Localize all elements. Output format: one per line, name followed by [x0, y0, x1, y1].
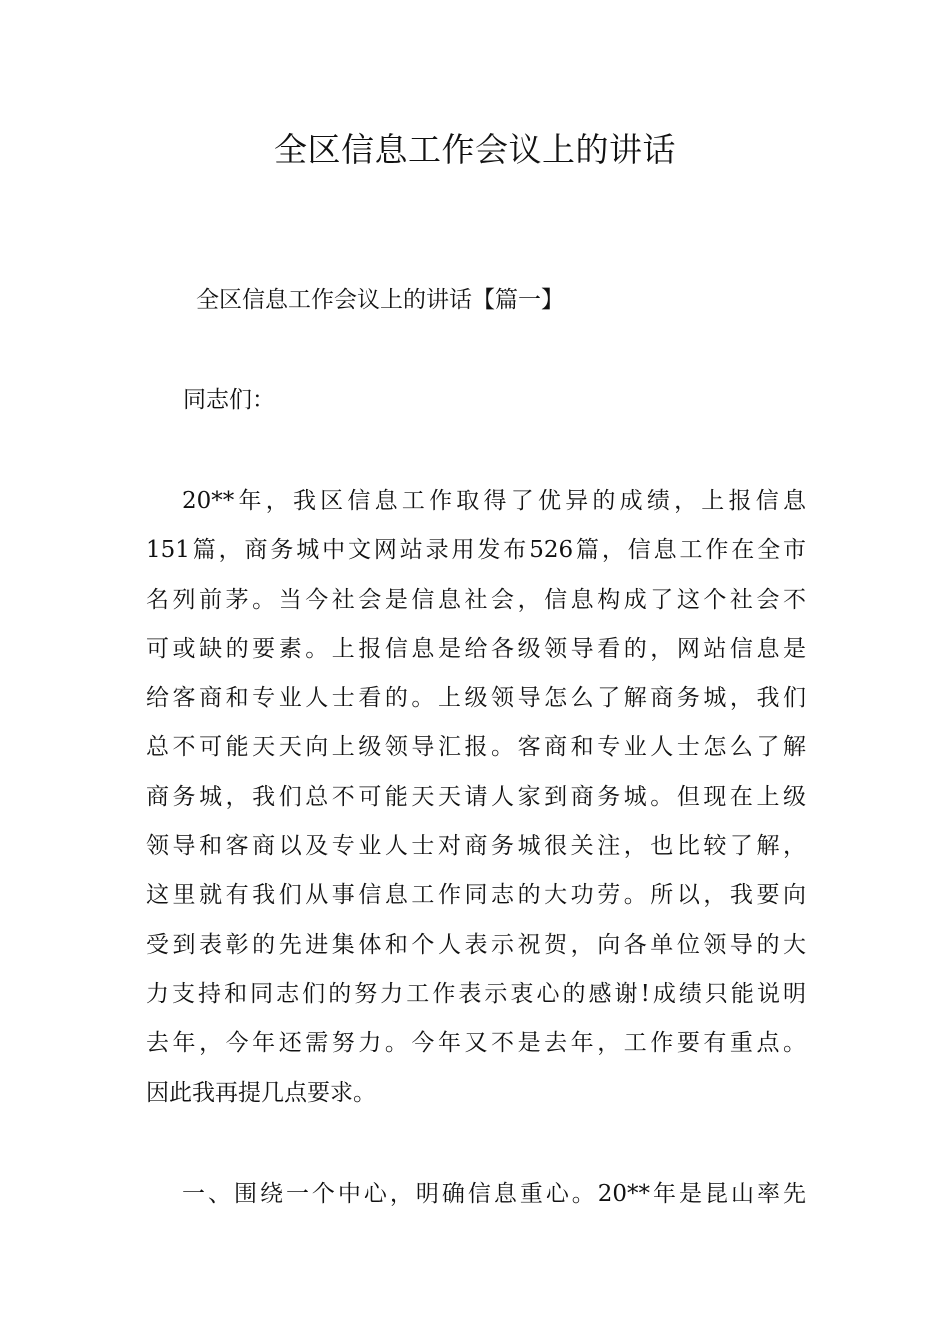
paragraph-line: 这里就有我们从事信息工作同志的大功劳。所以，我要向	[146, 882, 806, 909]
paragraph-line: 受到表彰的先进集体和个人表示祝贺，向各单位领导的大	[146, 931, 806, 958]
paragraph-2	[146, 1170, 806, 1219]
paragraph-line: 可或缺的要素。上报信息是给各级领导看的，网站信息是	[146, 635, 806, 662]
paragraph-line: 名列前茅。当今社会是信息社会，信息构成了这个社会不	[146, 586, 806, 613]
paragraph-line: 一、围绕一个中心，明确信息重心。20**年是昆山率先	[182, 1181, 806, 1207]
paragraph-line: 给客商和专业人士看的。上级领导怎么了解商务城，我们	[146, 685, 806, 712]
section-heading: 全区信息工作会议上的讲话【篇一】	[196, 287, 564, 313]
paragraph-line: 领导和客商以及专业人士对商务城很关注，也比较了解，	[146, 833, 806, 860]
paragraph-1	[146, 477, 806, 1118]
paragraph-line: 因此我再提几点要求。	[146, 1079, 376, 1106]
paragraph-line: 总不可能天天向上级领导汇报。客商和专业人士怎么了解	[146, 734, 806, 761]
paragraph-line: 去年，今年还需努力。今年又不是去年，工作要有重点。	[146, 1030, 806, 1057]
paragraph-line: 力支持和同志们的努力工作表示衷心的感谢!成绩只能说明	[146, 980, 806, 1007]
salutation: 同志们：	[183, 387, 275, 413]
document-title: 全区信息工作会议上的讲话	[274, 130, 676, 169]
paragraph-line: 商务城，我们总不可能天天请人家到商务城。但现在上级	[146, 783, 806, 810]
paragraph-line: 20**年，我区信息工作取得了优异的成绩，上报信息	[182, 488, 806, 514]
paragraph-line: 151篇，商务城中文网站录用发布526篇，信息工作在全市	[146, 537, 806, 564]
